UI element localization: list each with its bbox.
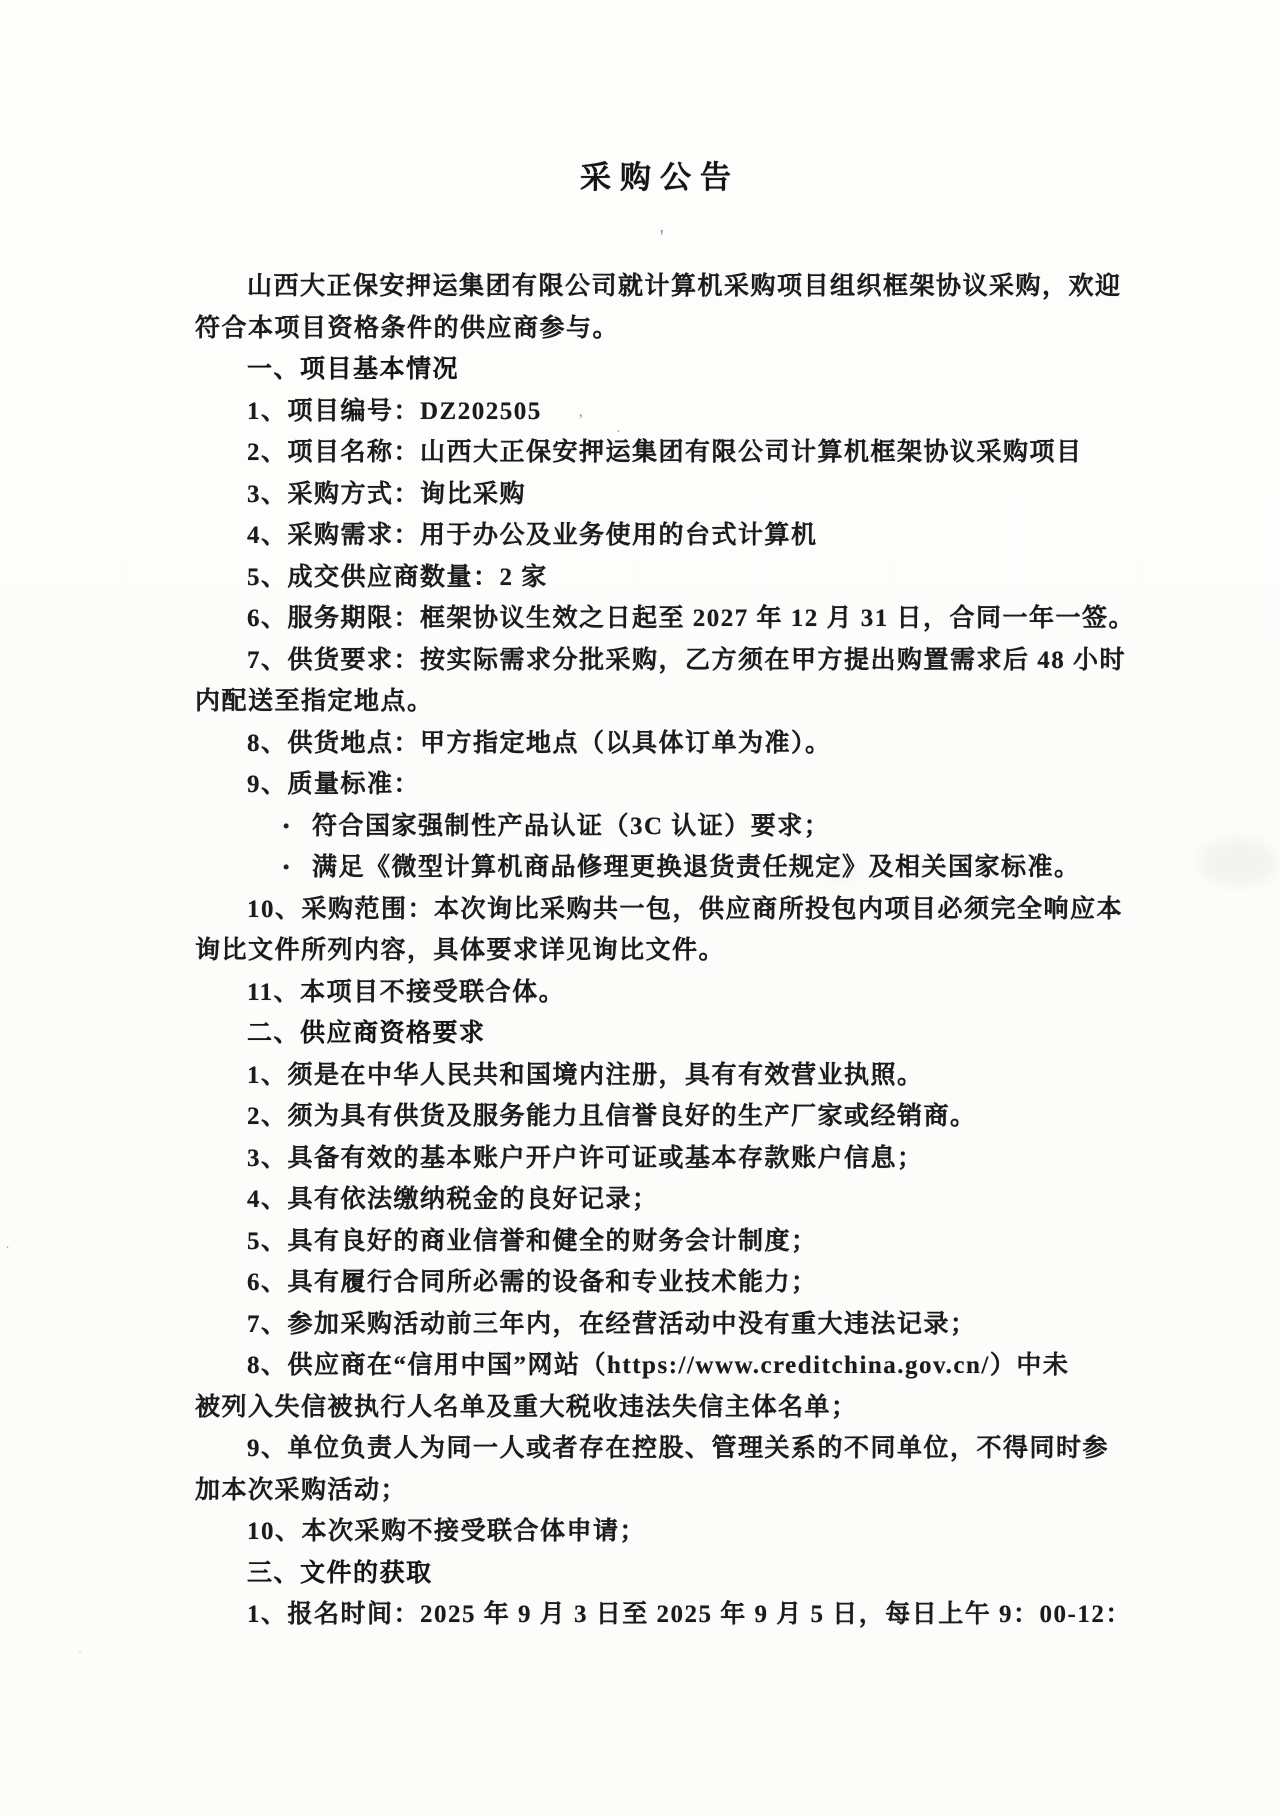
section-heading: 一、项目基本情况 [247,356,460,383]
text-line: 9、质量标准： [247,771,421,798]
text-line: 加本次采购活动； [195,1476,408,1504]
text-line: 6、具有履行合同所必需的设备和专业技术能力； [247,1269,818,1296]
scan-artifact: ’ [578,412,584,429]
document-body [195,266,1155,1636]
section-heading: 二、供应商资格要求 [247,1020,486,1047]
text-line: 10、采购范围：本次询比采购共一包，供应商所投包内项目必须完全响应本 [247,895,1124,923]
text-line: 3、具备有效的基本账户开户许可证或基本存款账户信息； [247,1144,924,1172]
text-line: 3、采购方式：询比采购 [247,480,527,508]
bullet-text: 符合国家强制性产品认证（3C 认证）要求； [312,812,831,840]
text-line: 9、单位负责人为同一人或者存在控股、管理关系的不同单位，不得同时参 [247,1435,1110,1462]
text-line: 山西大正保安押运集团有限公司就计算机采购项目组织框架协议采购，欢迎 [247,273,1122,300]
scan-artifact: · [616,424,621,440]
text-line: 4、采购需求：用于办公及业务使用的台式计算机 [247,522,818,549]
text-line: 7、参加采购活动前三年内，在经营活动中没有重大违法记录； [247,1310,977,1338]
scan-artifact: · [78,1645,82,1659]
text-line: 符合本项目资格条件的供应商参与。 [195,314,620,342]
scan-artifact [820,862,860,884]
text-line: 7、供货要求：按实际需求分批采购，乙方须在甲方提出购置需求后 48 小时 [247,646,1127,674]
text-line: 内配送至指定地点。 [195,688,434,715]
text-line: 1、报名时间：2025 年 9 月 3 日至 2025 年 9 月 5 日，每日上午 9：00-12： [247,1601,1132,1628]
scan-artifact: · [5,1240,10,1256]
scan-artifact: ' [660,226,664,248]
page-title: 采购公告 [580,160,740,195]
bullet-line [195,847,1155,889]
text-line: 询比文件所列内容，具体要求详见询比文件。 [195,937,726,964]
text-line: 1、须是在中华人民共和国境内注册，具有有效营业执照。 [247,1061,924,1089]
text-line: 8、供货地点：甲方指定地点（以具体订单为准）。 [247,729,832,757]
text-line: 5、具有良好的商业信誉和健全的财务会计制度； [247,1227,818,1255]
text-line: 4、具有依法缴纳税金的良好记录； [247,1186,659,1213]
text-line: 被列入失信被执行人名单及重大税收违法失信主体名单； [195,1393,858,1421]
bullet-line [195,806,1155,848]
text-line: 10、本次采购不接受联合体申请； [247,1518,647,1545]
text-line: 2、项目名称：山西大正保安押运集团有限公司计算机框架协议采购项目 [247,439,1083,466]
section-heading: 三、文件的获取 [247,1559,433,1587]
text-line: 2、须为具有供货及服务能力且信誉良好的生产厂家或经销商。 [247,1103,977,1130]
bullet-dot-icon: • [283,857,291,877]
text-line: 5、成交供应商数量：2 家 [247,563,548,591]
bullet-dot-icon: • [283,815,291,836]
bullet-text: 满足《微型计算机商品修理更换退货责任规定》及相关国家标准。 [312,854,1081,881]
text-line: 6、服务期限：框架协议生效之日起至 2027 年 12 月 31 日，合同一年一签。 [247,605,1136,632]
text-line: 1、项目编号：DZ202505 [247,397,542,425]
text-line: 8、供应商在“信用中国”网站（https://www.creditchina.gov.cn/）中未 [247,1352,1070,1379]
scan-artifact [1198,838,1278,886]
text-line: 11、本项目不接受联合体。 [247,978,566,1006]
